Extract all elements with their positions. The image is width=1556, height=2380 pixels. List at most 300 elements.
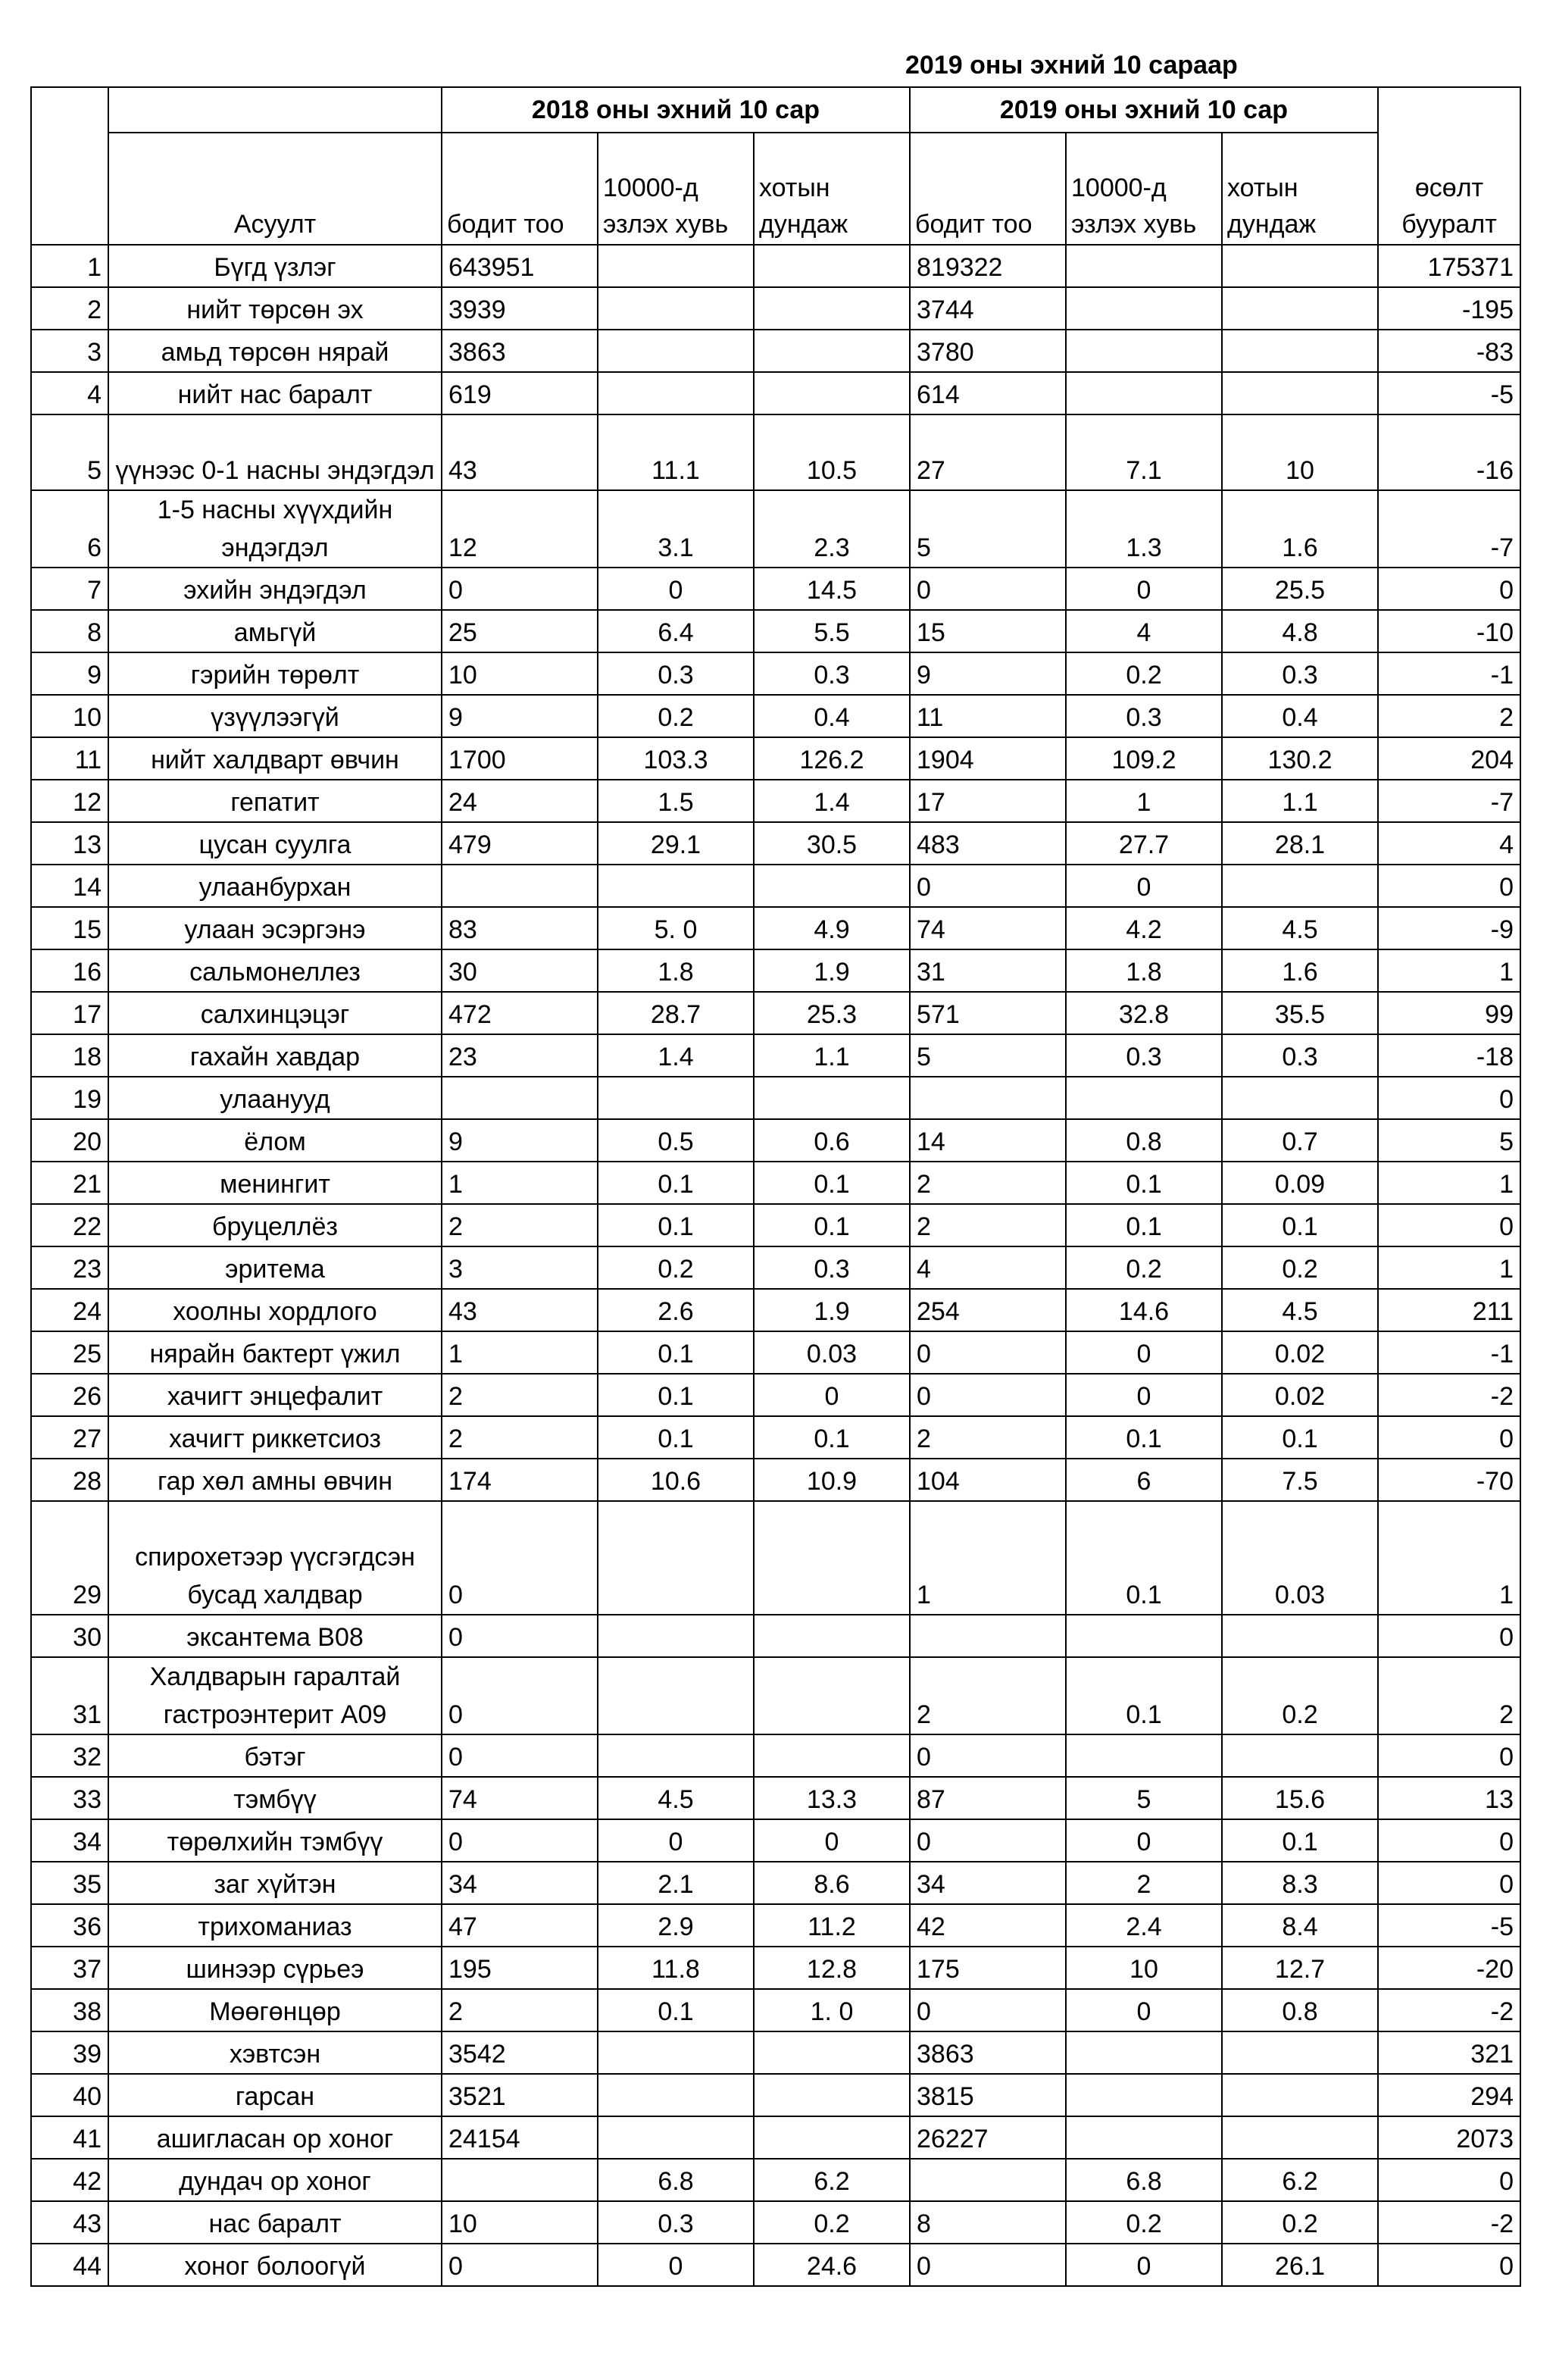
row-question: улаан эсэргэнэ bbox=[108, 907, 442, 949]
page-title: 2019 оны эхний 10 сараар bbox=[905, 51, 1238, 80]
row-question: хачигт риккетсиоз bbox=[108, 1416, 442, 1459]
cell-change: 1 bbox=[1378, 1501, 1520, 1615]
cell-actual-2019: 819322 bbox=[910, 245, 1066, 287]
row-question: хачигт энцефалит bbox=[108, 1374, 442, 1416]
cell-city-avg-2019: 12.7 bbox=[1222, 1947, 1378, 1989]
cell-actual-2019: 3744 bbox=[910, 287, 1066, 330]
cell-share-2018: 0.1 bbox=[598, 1374, 754, 1416]
row-question: Мөөгөнцөр bbox=[108, 1989, 442, 2031]
row-question: амьд төрсөн нярай bbox=[108, 330, 442, 372]
table-row bbox=[31, 414, 1520, 490]
table-row bbox=[31, 1459, 1520, 1501]
cell-share-2018: 0.2 bbox=[598, 1246, 754, 1289]
table-row bbox=[31, 372, 1520, 414]
row-number: 11 bbox=[31, 737, 108, 780]
cell-share-2019 bbox=[1066, 2031, 1222, 2074]
cell-share-2019: 0 bbox=[1066, 568, 1222, 610]
cell-share-2018 bbox=[598, 245, 754, 287]
table-row bbox=[31, 1862, 1520, 1904]
cell-share-2018: 0.1 bbox=[598, 1416, 754, 1459]
cell-actual-2019: 0 bbox=[910, 2244, 1066, 2286]
cell-city-avg-2019: 26.1 bbox=[1222, 2244, 1378, 2286]
cell-share-2019: 4 bbox=[1066, 610, 1222, 652]
row-number: 1 bbox=[31, 245, 108, 287]
cell-actual-2019: 14 bbox=[910, 1119, 1066, 1162]
cell-share-2019: 14.6 bbox=[1066, 1289, 1222, 1331]
cell-city-avg-2018: 10.5 bbox=[754, 414, 910, 490]
cell-city-avg-2019: 10 bbox=[1222, 414, 1378, 490]
cell-city-avg-2018: 0.1 bbox=[754, 1416, 910, 1459]
header-period-2019: 2019 оны эхний 10 сар bbox=[910, 87, 1378, 133]
cell-city-avg-2018 bbox=[754, 372, 910, 414]
table-row bbox=[31, 1615, 1520, 1657]
cell-actual-2019: 0 bbox=[910, 865, 1066, 907]
cell-share-2019: 4.2 bbox=[1066, 907, 1222, 949]
cell-city-avg-2019: 15.6 bbox=[1222, 1777, 1378, 1819]
cell-city-avg-2019: 8.3 bbox=[1222, 1862, 1378, 1904]
row-number: 33 bbox=[31, 1777, 108, 1819]
cell-change: 0 bbox=[1378, 865, 1520, 907]
cell-share-2019: 27.7 bbox=[1066, 822, 1222, 865]
cell-city-avg-2018: 10.9 bbox=[754, 1459, 910, 1501]
cell-share-2018: 2.9 bbox=[598, 1904, 754, 1947]
cell-city-avg-2019 bbox=[1222, 2116, 1378, 2159]
cell-change: 321 bbox=[1378, 2031, 1520, 2074]
row-number: 30 bbox=[31, 1615, 108, 1657]
cell-actual-2019: 1904 bbox=[910, 737, 1066, 780]
cell-city-avg-2019 bbox=[1222, 330, 1378, 372]
header-question: Асуулт bbox=[108, 133, 442, 245]
row-question: салхинцэцэг bbox=[108, 992, 442, 1034]
cell-share-2018: 5. 0 bbox=[598, 907, 754, 949]
table-row bbox=[31, 865, 1520, 907]
table-row bbox=[31, 907, 1520, 949]
row-number: 22 bbox=[31, 1204, 108, 1246]
cell-share-2019: 7.1 bbox=[1066, 414, 1222, 490]
row-question: эксантема B08 bbox=[108, 1615, 442, 1657]
row-question: нярайн бактерт үжил bbox=[108, 1331, 442, 1374]
cell-city-avg-2018: 25.3 bbox=[754, 992, 910, 1034]
table-row bbox=[31, 1416, 1520, 1459]
row-question: амьгүй bbox=[108, 610, 442, 652]
cell-actual-2019: 4 bbox=[910, 1246, 1066, 1289]
table-row bbox=[31, 1119, 1520, 1162]
cell-share-2018 bbox=[598, 1077, 754, 1119]
cell-city-avg-2019 bbox=[1222, 287, 1378, 330]
cell-change: -2 bbox=[1378, 1374, 1520, 1416]
cell-actual-2019: 2 bbox=[910, 1416, 1066, 1459]
cell-change: 0 bbox=[1378, 2244, 1520, 2286]
row-number: 20 bbox=[31, 1119, 108, 1162]
row-number: 2 bbox=[31, 287, 108, 330]
cell-share-2019: 1.3 bbox=[1066, 490, 1222, 568]
cell-city-avg-2018 bbox=[754, 330, 910, 372]
row-question: менингит bbox=[108, 1162, 442, 1204]
cell-actual-2019: 27 bbox=[910, 414, 1066, 490]
cell-actual-2019: 0 bbox=[910, 1331, 1066, 1374]
row-number: 34 bbox=[31, 1819, 108, 1862]
cell-actual-2018: 30 bbox=[442, 949, 598, 992]
cell-share-2018: 0.1 bbox=[598, 1331, 754, 1374]
cell-city-avg-2019 bbox=[1222, 2074, 1378, 2116]
cell-actual-2018: 2 bbox=[442, 1374, 598, 1416]
table-row bbox=[31, 1501, 1520, 1615]
cell-actual-2018: 9 bbox=[442, 695, 598, 737]
cell-actual-2019: 15 bbox=[910, 610, 1066, 652]
header-actual-2018: бодит тоо bbox=[442, 133, 598, 245]
cell-actual-2018: 24154 bbox=[442, 2116, 598, 2159]
cell-city-avg-2018: 5.5 bbox=[754, 610, 910, 652]
header-city-avg-2019: хотын дундаж bbox=[1222, 133, 1378, 245]
row-number: 26 bbox=[31, 1374, 108, 1416]
cell-actual-2018: 174 bbox=[442, 1459, 598, 1501]
cell-actual-2019: 17 bbox=[910, 780, 1066, 822]
cell-city-avg-2019: 7.5 bbox=[1222, 1459, 1378, 1501]
cell-actual-2018: 0 bbox=[442, 1657, 598, 1734]
cell-share-2018 bbox=[598, 287, 754, 330]
table-row bbox=[31, 1034, 1520, 1077]
row-question: төрөлхийн тэмбүү bbox=[108, 1819, 442, 1862]
cell-actual-2019: 3863 bbox=[910, 2031, 1066, 2074]
cell-share-2019: 0.1 bbox=[1066, 1501, 1222, 1615]
cell-share-2019: 0.3 bbox=[1066, 695, 1222, 737]
table-row bbox=[31, 949, 1520, 992]
cell-city-avg-2018: 2.3 bbox=[754, 490, 910, 568]
cell-city-avg-2018 bbox=[754, 1657, 910, 1734]
cell-actual-2018: 3939 bbox=[442, 287, 598, 330]
row-question: спирохетээр үүсгэгдсэн бусад халдвар bbox=[108, 1501, 442, 1615]
row-number: 12 bbox=[31, 780, 108, 822]
cell-actual-2018: 2 bbox=[442, 1989, 598, 2031]
cell-share-2019: 2 bbox=[1066, 1862, 1222, 1904]
cell-change: -1 bbox=[1378, 652, 1520, 695]
cell-city-avg-2019: 35.5 bbox=[1222, 992, 1378, 1034]
cell-actual-2018: 10 bbox=[442, 652, 598, 695]
row-number: 40 bbox=[31, 2074, 108, 2116]
row-question: улаанууд bbox=[108, 1077, 442, 1119]
cell-actual-2018: 0 bbox=[442, 1734, 598, 1777]
header-change: өсөлт бууралт bbox=[1378, 87, 1520, 245]
cell-change: 0 bbox=[1378, 1615, 1520, 1657]
statistics-table bbox=[30, 86, 1521, 2287]
cell-actual-2019 bbox=[910, 1615, 1066, 1657]
cell-city-avg-2018: 24.6 bbox=[754, 2244, 910, 2286]
row-number: 29 bbox=[31, 1501, 108, 1615]
cell-city-avg-2018: 0.1 bbox=[754, 1162, 910, 1204]
cell-actual-2018: 2 bbox=[442, 1204, 598, 1246]
cell-actual-2018: 3521 bbox=[442, 2074, 598, 2116]
row-question: эхийн эндэгдэл bbox=[108, 568, 442, 610]
table-row bbox=[31, 610, 1520, 652]
row-number: 3 bbox=[31, 330, 108, 372]
cell-share-2019 bbox=[1066, 1615, 1222, 1657]
cell-share-2018: 6.8 bbox=[598, 2159, 754, 2201]
cell-actual-2019: 0 bbox=[910, 1374, 1066, 1416]
cell-city-avg-2019: 0.1 bbox=[1222, 1819, 1378, 1862]
row-question: нийт халдварт өвчин bbox=[108, 737, 442, 780]
row-number: 25 bbox=[31, 1331, 108, 1374]
row-question: эритема bbox=[108, 1246, 442, 1289]
row-number: 6 bbox=[31, 490, 108, 568]
cell-change: -20 bbox=[1378, 1947, 1520, 1989]
table-row bbox=[31, 652, 1520, 695]
cell-change: 204 bbox=[1378, 737, 1520, 780]
cell-actual-2019: 42 bbox=[910, 1904, 1066, 1947]
cell-city-avg-2019: 0.3 bbox=[1222, 1034, 1378, 1077]
cell-city-avg-2019: 0.02 bbox=[1222, 1331, 1378, 1374]
table-row bbox=[31, 737, 1520, 780]
cell-actual-2018: 2 bbox=[442, 1416, 598, 1459]
cell-share-2019: 1.8 bbox=[1066, 949, 1222, 992]
cell-actual-2018: 83 bbox=[442, 907, 598, 949]
cell-share-2019: 6.8 bbox=[1066, 2159, 1222, 2201]
cell-share-2018 bbox=[598, 865, 754, 907]
row-number: 10 bbox=[31, 695, 108, 737]
cell-actual-2018: 479 bbox=[442, 822, 598, 865]
cell-city-avg-2018: 0.2 bbox=[754, 2201, 910, 2244]
cell-actual-2018: 24 bbox=[442, 780, 598, 822]
table-row bbox=[31, 2074, 1520, 2116]
cell-actual-2018: 23 bbox=[442, 1034, 598, 1077]
row-question: гар хөл амны өвчин bbox=[108, 1459, 442, 1501]
cell-city-avg-2019 bbox=[1222, 865, 1378, 907]
cell-share-2019: 6 bbox=[1066, 1459, 1222, 1501]
cell-actual-2019: 0 bbox=[910, 1819, 1066, 1862]
cell-city-avg-2019: 8.4 bbox=[1222, 1904, 1378, 1947]
cell-actual-2018: 3863 bbox=[442, 330, 598, 372]
row-question: бруцеллёз bbox=[108, 1204, 442, 1246]
cell-share-2019: 5 bbox=[1066, 1777, 1222, 1819]
row-number: 5 bbox=[31, 414, 108, 490]
cell-city-avg-2019: 28.1 bbox=[1222, 822, 1378, 865]
cell-city-avg-2019 bbox=[1222, 1734, 1378, 1777]
cell-actual-2018: 195 bbox=[442, 1947, 598, 1989]
cell-actual-2018: 9 bbox=[442, 1119, 598, 1162]
cell-actual-2018: 1700 bbox=[442, 737, 598, 780]
cell-city-avg-2018 bbox=[754, 2031, 910, 2074]
cell-share-2018: 10.6 bbox=[598, 1459, 754, 1501]
cell-change: 2 bbox=[1378, 695, 1520, 737]
cell-city-avg-2018 bbox=[754, 2074, 910, 2116]
cell-change: 13 bbox=[1378, 1777, 1520, 1819]
row-question: үүнээс 0-1 насны эндэгдэл bbox=[108, 414, 442, 490]
table-row bbox=[31, 1162, 1520, 1204]
cell-actual-2018: 43 bbox=[442, 414, 598, 490]
cell-share-2019: 0 bbox=[1066, 1374, 1222, 1416]
row-question: заг хүйтэн bbox=[108, 1862, 442, 1904]
row-question: хоног болоогүй bbox=[108, 2244, 442, 2286]
row-number: 31 bbox=[31, 1657, 108, 1734]
row-question: тэмбүү bbox=[108, 1777, 442, 1819]
cell-city-avg-2019: 130.2 bbox=[1222, 737, 1378, 780]
cell-actual-2018: 1 bbox=[442, 1162, 598, 1204]
cell-share-2018 bbox=[598, 2074, 754, 2116]
row-number: 18 bbox=[31, 1034, 108, 1077]
cell-city-avg-2018: 14.5 bbox=[754, 568, 910, 610]
row-question: улаанбурхан bbox=[108, 865, 442, 907]
cell-actual-2018: 25 bbox=[442, 610, 598, 652]
cell-change: 5 bbox=[1378, 1119, 1520, 1162]
cell-city-avg-2019: 0.8 bbox=[1222, 1989, 1378, 2031]
cell-share-2018: 1.5 bbox=[598, 780, 754, 822]
row-number: 42 bbox=[31, 2159, 108, 2201]
cell-actual-2019: 11 bbox=[910, 695, 1066, 737]
cell-city-avg-2018: 1.9 bbox=[754, 1289, 910, 1331]
cell-change: 0 bbox=[1378, 2159, 1520, 2201]
cell-change: 0 bbox=[1378, 1734, 1520, 1777]
row-number: 13 bbox=[31, 822, 108, 865]
cell-share-2018: 0 bbox=[598, 568, 754, 610]
cell-share-2019: 1 bbox=[1066, 780, 1222, 822]
cell-city-avg-2018: 0 bbox=[754, 1819, 910, 1862]
table-row bbox=[31, 780, 1520, 822]
table-row bbox=[31, 1989, 1520, 2031]
cell-city-avg-2019 bbox=[1222, 372, 1378, 414]
table-row bbox=[31, 1657, 1520, 1734]
cell-change: -5 bbox=[1378, 372, 1520, 414]
cell-city-avg-2019 bbox=[1222, 245, 1378, 287]
cell-city-avg-2019 bbox=[1222, 2031, 1378, 2074]
cell-share-2019: 0.1 bbox=[1066, 1657, 1222, 1734]
cell-actual-2019: 2 bbox=[910, 1162, 1066, 1204]
row-question: хэвтсэн bbox=[108, 2031, 442, 2074]
row-question: нийт нас баралт bbox=[108, 372, 442, 414]
cell-actual-2018: 12 bbox=[442, 490, 598, 568]
cell-change: -10 bbox=[1378, 610, 1520, 652]
cell-city-avg-2019: 25.5 bbox=[1222, 568, 1378, 610]
cell-actual-2018: 43 bbox=[442, 1289, 598, 1331]
table-row bbox=[31, 1374, 1520, 1416]
row-question: 1-5 насны хүүхдийн эндэгдэл bbox=[108, 490, 442, 568]
cell-share-2018: 28.7 bbox=[598, 992, 754, 1034]
cell-actual-2018: 74 bbox=[442, 1777, 598, 1819]
cell-city-avg-2018: 11.2 bbox=[754, 1904, 910, 1947]
cell-share-2019: 0 bbox=[1066, 1989, 1222, 2031]
row-question: нас баралт bbox=[108, 2201, 442, 2244]
row-question: гепатит bbox=[108, 780, 442, 822]
cell-actual-2019: 0 bbox=[910, 1989, 1066, 2031]
cell-share-2019 bbox=[1066, 287, 1222, 330]
cell-city-avg-2019: 0.03 bbox=[1222, 1501, 1378, 1615]
cell-share-2018: 2.6 bbox=[598, 1289, 754, 1331]
cell-actual-2019: 0 bbox=[910, 568, 1066, 610]
cell-share-2018 bbox=[598, 330, 754, 372]
row-question: шинээр сүрьеэ bbox=[108, 1947, 442, 1989]
cell-share-2019: 32.8 bbox=[1066, 992, 1222, 1034]
cell-share-2018 bbox=[598, 2116, 754, 2159]
cell-city-avg-2018: 1.9 bbox=[754, 949, 910, 992]
cell-change: -2 bbox=[1378, 1989, 1520, 2031]
cell-city-avg-2018 bbox=[754, 1615, 910, 1657]
cell-share-2019 bbox=[1066, 330, 1222, 372]
cell-city-avg-2018: 30.5 bbox=[754, 822, 910, 865]
cell-share-2019: 109.2 bbox=[1066, 737, 1222, 780]
cell-actual-2018 bbox=[442, 1077, 598, 1119]
cell-change: 0 bbox=[1378, 1077, 1520, 1119]
cell-actual-2019: 74 bbox=[910, 907, 1066, 949]
row-number: 14 bbox=[31, 865, 108, 907]
row-question: ёлом bbox=[108, 1119, 442, 1162]
cell-actual-2018: 34 bbox=[442, 1862, 598, 1904]
cell-city-avg-2018: 8.6 bbox=[754, 1862, 910, 1904]
row-number: 16 bbox=[31, 949, 108, 992]
cell-share-2019: 0.2 bbox=[1066, 1246, 1222, 1289]
table-row bbox=[31, 490, 1520, 568]
header-city-avg-2018: хотын дундаж bbox=[754, 133, 910, 245]
row-number: 37 bbox=[31, 1947, 108, 1989]
cell-share-2018: 6.4 bbox=[598, 610, 754, 652]
cell-change: 2 bbox=[1378, 1657, 1520, 1734]
row-question: гэрийн төрөлт bbox=[108, 652, 442, 695]
row-number: 41 bbox=[31, 2116, 108, 2159]
cell-share-2018: 0.2 bbox=[598, 695, 754, 737]
row-number: 9 bbox=[31, 652, 108, 695]
cell-city-avg-2019: 4.5 bbox=[1222, 907, 1378, 949]
cell-actual-2019: 9 bbox=[910, 652, 1066, 695]
cell-actual-2019: 104 bbox=[910, 1459, 1066, 1501]
cell-change: 99 bbox=[1378, 992, 1520, 1034]
row-question: нийт төрсөн эх bbox=[108, 287, 442, 330]
cell-city-avg-2019: 4.5 bbox=[1222, 1289, 1378, 1331]
cell-city-avg-2018: 0.6 bbox=[754, 1119, 910, 1162]
header-actual-2019: бодит тоо bbox=[910, 133, 1066, 245]
cell-actual-2019: 0 bbox=[910, 1734, 1066, 1777]
cell-share-2018: 1.8 bbox=[598, 949, 754, 992]
row-number: 21 bbox=[31, 1162, 108, 1204]
cell-share-2019: 0 bbox=[1066, 1331, 1222, 1374]
cell-share-2019: 10 bbox=[1066, 1947, 1222, 1989]
cell-change: 1 bbox=[1378, 1246, 1520, 1289]
cell-actual-2018: 0 bbox=[442, 2244, 598, 2286]
cell-change: -18 bbox=[1378, 1034, 1520, 1077]
cell-share-2019 bbox=[1066, 245, 1222, 287]
row-number: 43 bbox=[31, 2201, 108, 2244]
table-row bbox=[31, 992, 1520, 1034]
table-body bbox=[31, 245, 1520, 2286]
row-question: трихоманиаз bbox=[108, 1904, 442, 1947]
cell-actual-2019 bbox=[910, 1077, 1066, 1119]
cell-city-avg-2019: 0.3 bbox=[1222, 652, 1378, 695]
cell-city-avg-2018 bbox=[754, 287, 910, 330]
cell-actual-2019: 26227 bbox=[910, 2116, 1066, 2159]
cell-change: 2073 bbox=[1378, 2116, 1520, 2159]
cell-city-avg-2018: 6.2 bbox=[754, 2159, 910, 2201]
cell-actual-2018: 619 bbox=[442, 372, 598, 414]
table-row bbox=[31, 1819, 1520, 1862]
cell-share-2019: 0 bbox=[1066, 2244, 1222, 2286]
cell-actual-2019: 5 bbox=[910, 1034, 1066, 1077]
cell-share-2018: 0 bbox=[598, 2244, 754, 2286]
cell-city-avg-2018: 0.03 bbox=[754, 1331, 910, 1374]
cell-share-2018: 2.1 bbox=[598, 1862, 754, 1904]
cell-city-avg-2019: 4.8 bbox=[1222, 610, 1378, 652]
cell-change: -1 bbox=[1378, 1331, 1520, 1374]
table-row bbox=[31, 568, 1520, 610]
cell-share-2018: 3.1 bbox=[598, 490, 754, 568]
cell-city-avg-2018 bbox=[754, 865, 910, 907]
cell-change: 4 bbox=[1378, 822, 1520, 865]
cell-change: 0 bbox=[1378, 1204, 1520, 1246]
row-question: гахайн хавдар bbox=[108, 1034, 442, 1077]
cell-share-2018 bbox=[598, 2031, 754, 2074]
cell-actual-2019: 254 bbox=[910, 1289, 1066, 1331]
cell-city-avg-2019: 0.2 bbox=[1222, 2201, 1378, 2244]
table-row bbox=[31, 330, 1520, 372]
cell-actual-2018: 472 bbox=[442, 992, 598, 1034]
cell-city-avg-2018: 12.8 bbox=[754, 1947, 910, 1989]
cell-share-2019 bbox=[1066, 2116, 1222, 2159]
cell-share-2019: 0.1 bbox=[1066, 1162, 1222, 1204]
